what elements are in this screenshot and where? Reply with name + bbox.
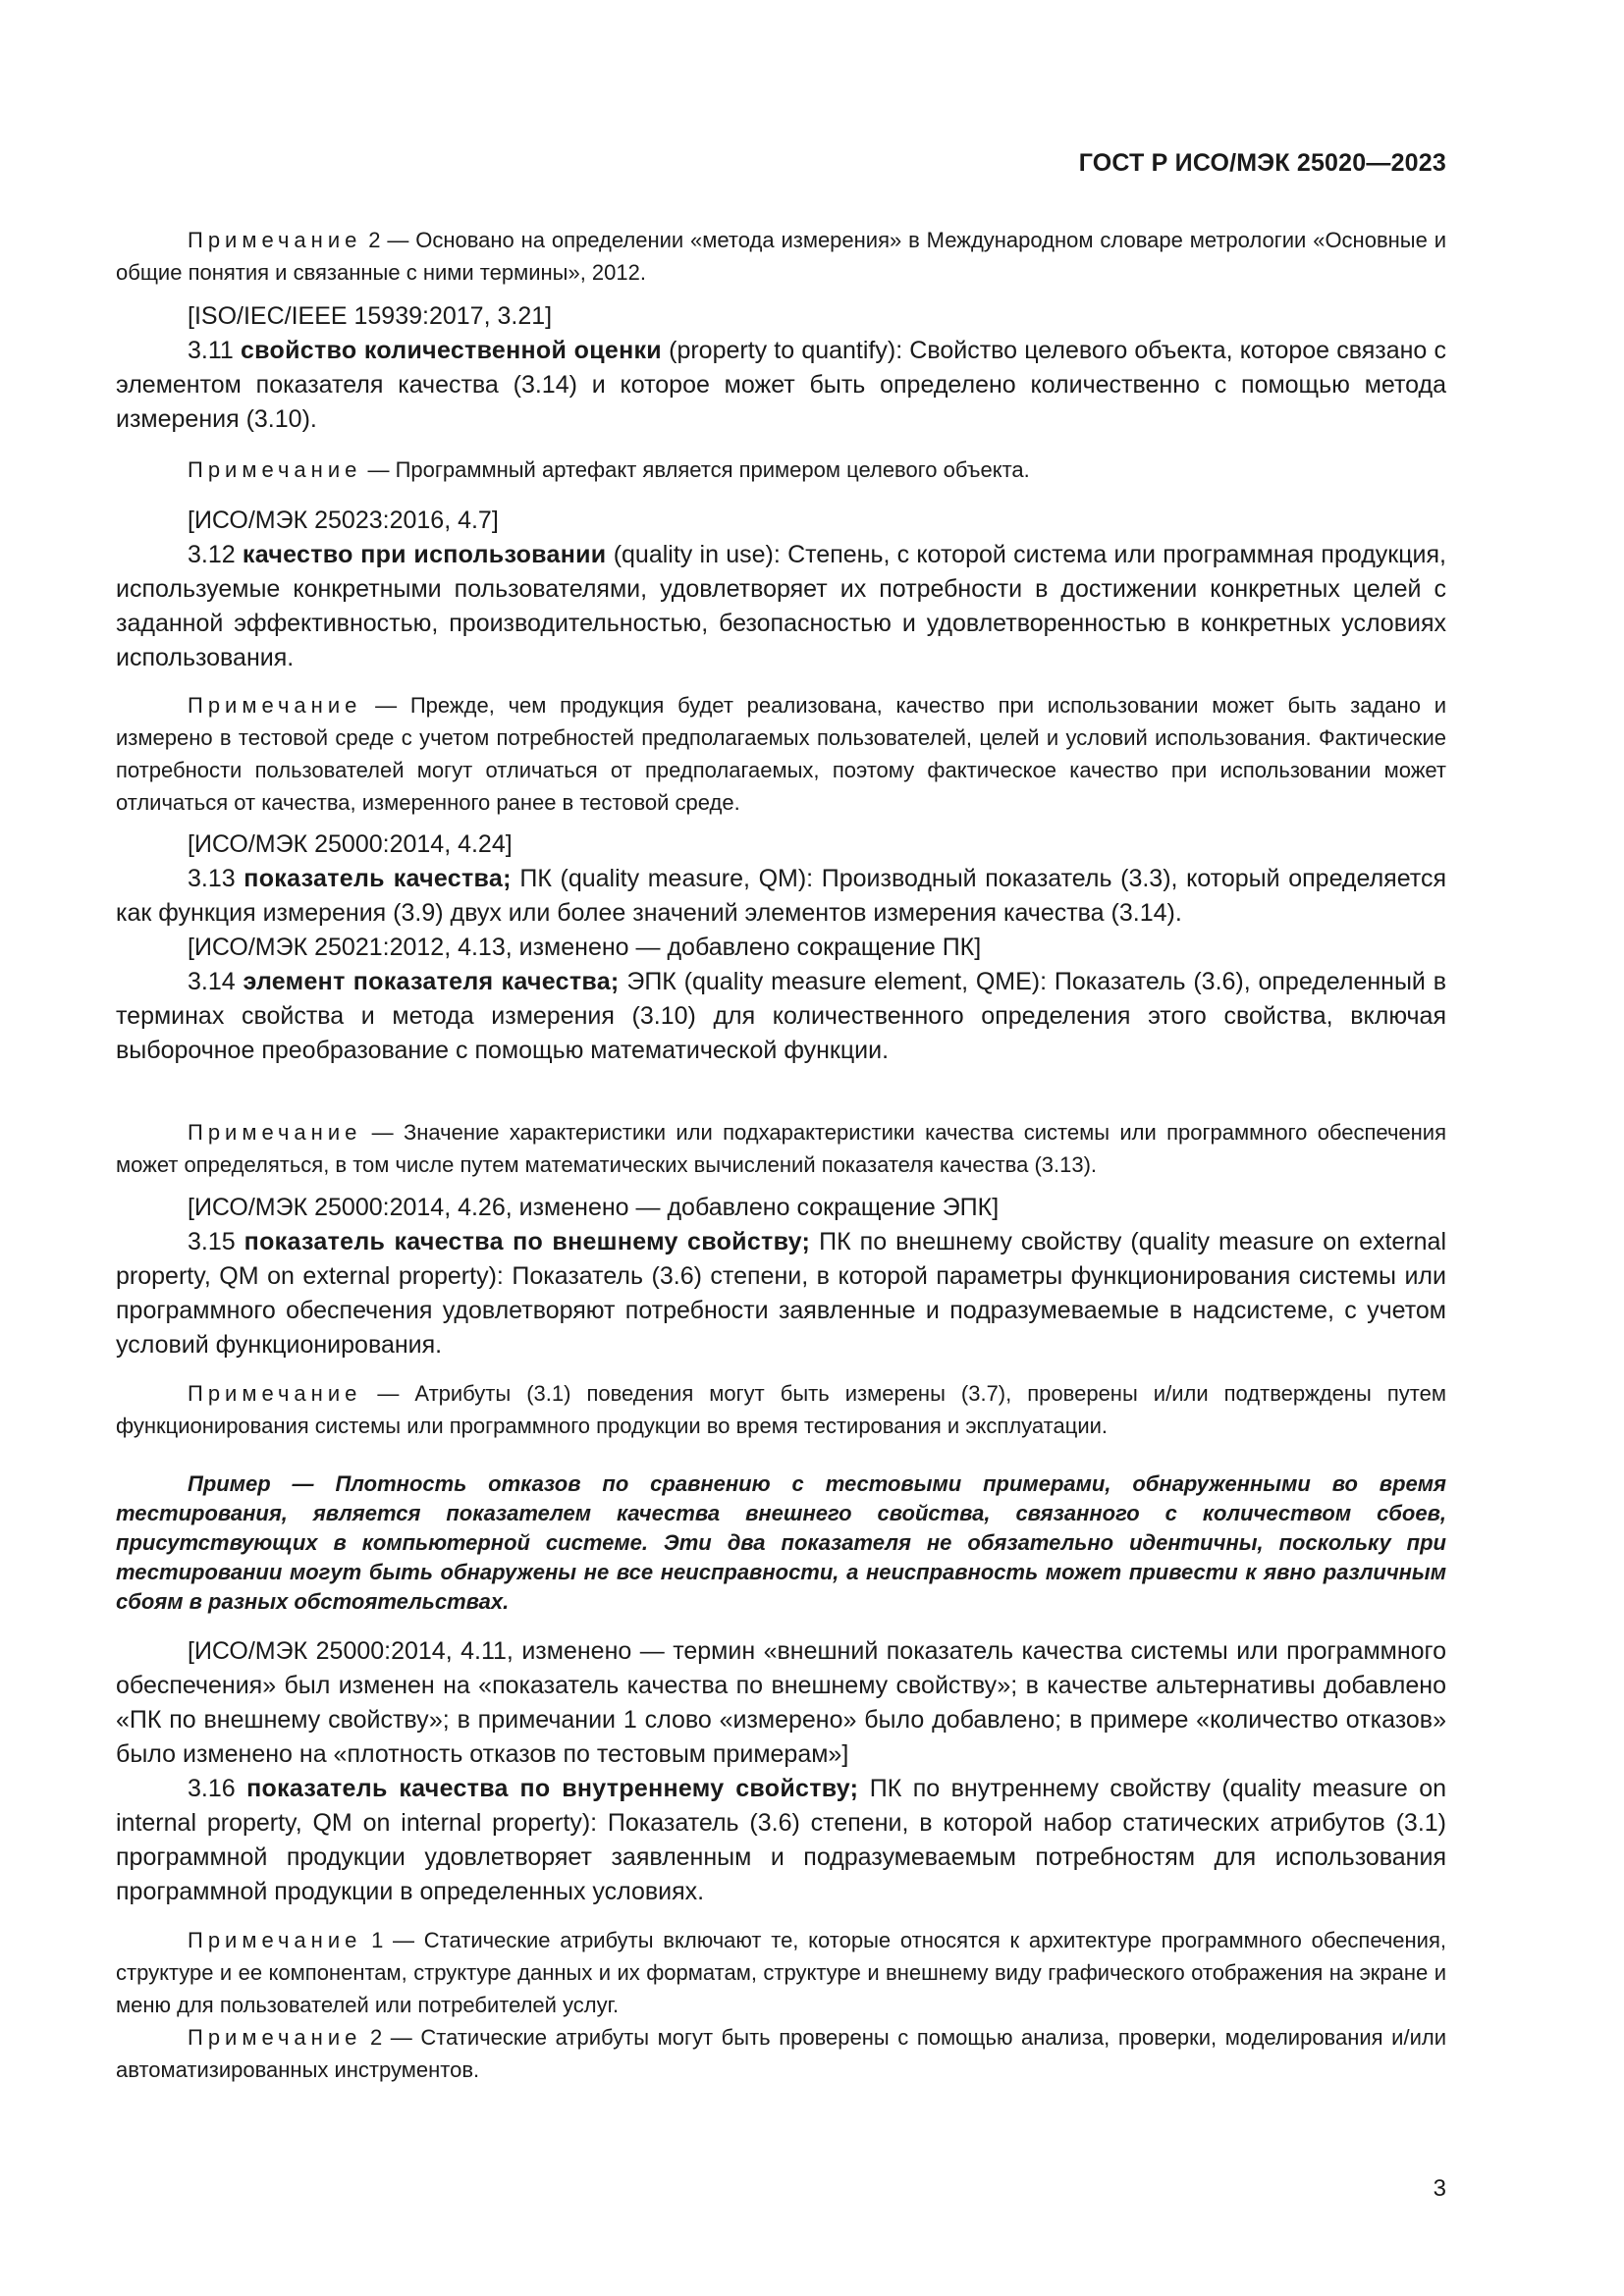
note-label: Примечание bbox=[188, 228, 362, 252]
note-2-text: — Программный артефакт является примером целевого объекта. bbox=[361, 457, 1030, 482]
term-block-3-13 bbox=[116, 828, 1446, 1068]
term-definition: ЭПК (quality measure element, QME): Показатель (3.6), определенный в терминах свойства и метода измерения (3.10) для количественного определения этого свойства, включая выборочное преобразование с помощью математической функции. bbox=[116, 968, 1446, 1064]
note-label: Примечание bbox=[188, 693, 362, 718]
note-4-text: — Значение характеристики или подхарактеристики качества системы или программного обеспечения может определяться, в том числе путем математических вычислений показателя качества (3.13). bbox=[116, 1120, 1446, 1177]
example-block bbox=[116, 1469, 1446, 1617]
term-block-3-12 bbox=[116, 504, 1446, 675]
term-number: 3.15 bbox=[188, 1228, 244, 1255]
note-label: Примечание bbox=[188, 1120, 362, 1145]
term-number: 3.11 bbox=[188, 337, 241, 364]
term-3-14 bbox=[116, 965, 1446, 1068]
note-block-5 bbox=[116, 1377, 1446, 1442]
term-3-13 bbox=[116, 862, 1446, 931]
page-number: 3 bbox=[1433, 2175, 1446, 2202]
term-title: свойство количественной оценки bbox=[240, 337, 662, 364]
term-definition: ПК по внутреннему свойству (quality measure on internal property, QM on internal property): Показатель (3.6) степени, в которой набор статических атрибутов (3.1) программной продукции удовлетворяет заявленным и подразумеваемым потребностям для использования программной продукции в определенных условиях. bbox=[116, 1775, 1446, 1905]
term-3-16 bbox=[116, 1772, 1446, 1909]
note-4 bbox=[116, 1116, 1446, 1181]
note-label: Примечание bbox=[188, 1381, 362, 1406]
note-5 bbox=[116, 1377, 1446, 1442]
note-7 bbox=[116, 2021, 1446, 2086]
term-3-12 bbox=[116, 538, 1446, 675]
reference-6: [ИСО/МЭК 25000:2014, 4.11, изменено — термин «внешний показатель качества системы или программного обеспечения» был изменен на «показатель качества по внешнему свойству»; в качестве альтернативы добавлено «ПК по внешнему свойству»; в примечании 1 слово «измерено» было добавлено; в примере «количество отказов» было изменено на «плотность отказов по тестовым примерам»] bbox=[116, 1637, 1446, 1768]
note-block-4 bbox=[116, 1116, 1446, 1181]
note-block-3 bbox=[116, 689, 1446, 819]
note-3 bbox=[116, 689, 1446, 819]
note-5-text: — Атрибуты (3.1) поведения могут быть измерены (3.7), проверены и/или подтверждены путем функционирования системы или программного продукции во время тестирования и эксплуатации. bbox=[116, 1381, 1446, 1438]
reference-3: [ИСО/МЭК 25000:2014, 4.24] bbox=[188, 830, 513, 858]
term-block-3-15 bbox=[116, 1191, 1446, 1362]
term-3-11 bbox=[116, 334, 1446, 437]
term-title: показатель качества по внутреннему свойству; bbox=[246, 1775, 859, 1802]
term-definition: ПК (quality measure, QM): Производный показатель (3.3), который определяется как функция измерения (3.9) двух или более значений элементов измерения качества (3.14). bbox=[116, 865, 1446, 927]
note-label: Примечание bbox=[188, 457, 362, 482]
note-6 bbox=[116, 1924, 1446, 2021]
note-label: Примечание bbox=[188, 2025, 362, 2050]
note-label: Примечание bbox=[188, 1928, 362, 1952]
note-7-text: 2 — Статические атрибуты могут быть проверены с помощью анализа, проверки, моделирования и/или автоматизированных инструментов. bbox=[116, 2025, 1446, 2082]
term-title: элемент показателя качества; bbox=[243, 968, 620, 995]
term-block-3-16 bbox=[116, 1634, 1446, 1909]
term-definition: (property to quantify): Свойство целевого объекта, которое связано с элементом показателя качества (3.14) и которое может быть определено количественно с помощью метода измерения (3.10). bbox=[116, 337, 1446, 433]
term-number: 3.12 bbox=[188, 541, 243, 568]
reference-2: [ИСО/МЭК 25023:2016, 4.7] bbox=[188, 507, 499, 534]
term-definition: ПК по внешнему свойству (quality measure on external property, QM on external property): Показатель (3.6) степени, в которой параметры функционирования системы или программного обеспечения удовлетворяют потребности заявленные и подразумеваемые в надсистеме, с учетом условий функционирования. bbox=[116, 1228, 1447, 1359]
note-1 bbox=[116, 224, 1446, 289]
term-title: показатель качества по внешнему свойству; bbox=[244, 1228, 811, 1255]
term-3-15 bbox=[116, 1225, 1446, 1362]
note-1-text: 2 — Основано на определении «метода измерения» в Международном словаре метрологии «Основные и общие понятия и связанные с ними термины», 2012. bbox=[116, 228, 1446, 285]
term-number: 3.16 bbox=[188, 1775, 247, 1802]
note-6-text: 1 — Статические атрибуты включают те, которые относятся к архитектуре программного обеспечения, структуре и ее компонентам, структуре данных и их форматам, структуре и внешнему виду графического отображения на экране и меню для пользователей или потребителей услуг. bbox=[116, 1928, 1446, 2017]
term-definition: (quality in use): Степень, с которой система или программная продукция, используемые конкретными пользователями, удовлетворяет их потребности в достижении конкретных целей с заданной эффективностью, производительностью, безопасностью и удовлетворенностью в конкретных условиях использования. bbox=[116, 541, 1446, 671]
term-title: показатель качества; bbox=[244, 865, 512, 892]
reference-4: [ИСО/МЭК 25021:2012, 4.13, изменено — добавлено сокращение ПК] bbox=[188, 934, 982, 961]
note-block-6 bbox=[116, 1924, 1446, 2086]
term-title: качество при использовании bbox=[242, 541, 607, 568]
standard-header: ГОСТ Р ИСО/МЭК 25020—2023 bbox=[1078, 149, 1446, 177]
note-2 bbox=[116, 454, 1446, 486]
note-block-1 bbox=[116, 224, 1446, 289]
example-text: Пример — Плотность отказов по сравнению с тестовыми примерами, обнаруженными во время тестирования, является показателем качества внешнего свойства, связанного с количеством сбоев, присутствующих в компьютерной системе. Эти два показателя не обязательно идентичны, поскольку при тестировании могут быть обнаружены не все неисправности, а неисправность может привести к явно различным сбоям в разных обстоятельствах. bbox=[116, 1471, 1446, 1614]
reference-5: [ИСО/МЭК 25000:2014, 4.26, изменено — добавлено сокращение ЭПК] bbox=[188, 1194, 1000, 1221]
term-number: 3.13 bbox=[188, 865, 244, 892]
reference-1: [ISO/IEC/IEEE 15939:2017, 3.21] bbox=[188, 302, 553, 330]
term-block-3-11 bbox=[116, 299, 1446, 437]
note-3-text: — Прежде, чем продукция будет реализована, качество при использовании может быть задано и измерено в тестовой среде с учетом потребностей предполагаемых пользователей, целей и условий использования. Фактические потребности пользователей могут отличаться от предполагаемых, поэтому фактическое качество при использовании может отличаться от качества, измеренного ранее в тестовой среде. bbox=[116, 693, 1446, 815]
note-block-2 bbox=[116, 454, 1446, 486]
term-number: 3.14 bbox=[188, 968, 244, 995]
